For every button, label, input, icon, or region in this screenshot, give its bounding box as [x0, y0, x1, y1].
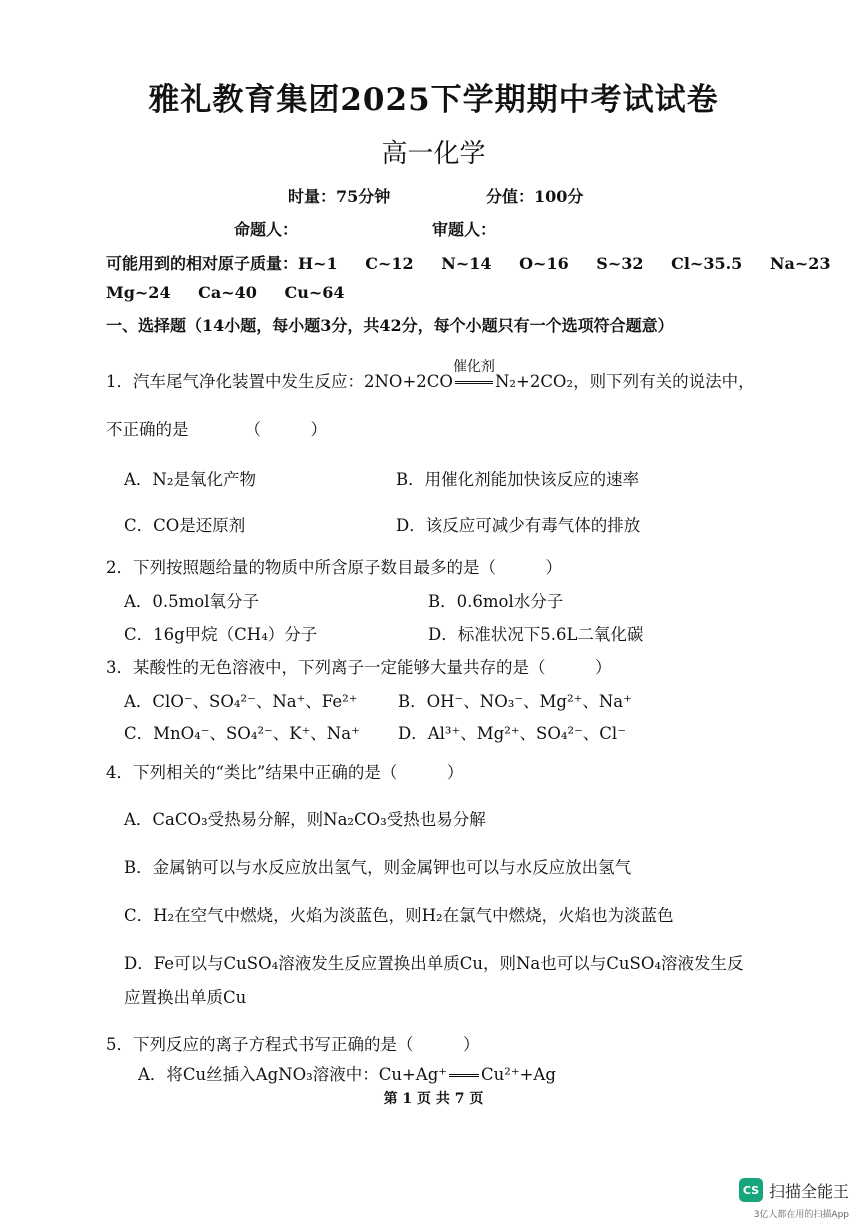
atomic-mass-line-1 — [106, 251, 831, 274]
q1-option-a: A．N₂是氧化产物 — [124, 470, 256, 489]
exam-subject: 高一化学 — [381, 139, 486, 169]
atomic-mass-line-2 — [106, 283, 345, 302]
q3-option-b: B．OH⁻、NO₃⁻、Mg²⁺、Na⁺ — [398, 692, 632, 711]
atomic-mass-item: Ca~40 — [198, 283, 257, 302]
atomic-mass-item: Na~23 — [769, 254, 831, 273]
question-1-line2 — [106, 416, 327, 440]
watermark-name: 扫描全能王 — [768, 1181, 849, 1201]
exam-reviewer: 审题人： — [432, 220, 497, 239]
q1-option-b: B．用催化剂能加快该反应的速率 — [396, 470, 640, 489]
q4-option-c: C．H₂在空气中燃烧，火焰为淡蓝色，则H₂在氯气中燃烧，火焰也为淡蓝色 — [124, 906, 674, 925]
q2-option-c: C．16g甲烷（CH₄）分子 — [124, 625, 318, 644]
q4-option-b: B．金属钠可以与水反应放出氢气，则金属钾也可以与水反应放出氢气 — [124, 858, 632, 877]
atomic-mass-item: Cu~64 — [284, 283, 345, 302]
exam-score: 分值：100分 — [486, 187, 584, 206]
watermark-tagline: 3亿人都在用的扫描App — [753, 1210, 849, 1220]
q2-option-a: A．0.5mol氧分子 — [124, 592, 260, 611]
question-5-stem: 5．下列反应的离子方程式书写正确的是（ ） — [106, 1035, 480, 1054]
atomic-mass-item: C~12 — [365, 254, 414, 273]
camscanner-logo-icon: CS — [739, 1178, 763, 1202]
atomic-mass-item: Cl~35.5 — [671, 254, 743, 273]
q4-option-d-line2: 应置换出单质Cu — [124, 988, 247, 1007]
atomic-mass-item: O~16 — [519, 254, 569, 273]
q5-option-a-left: A．将Cu丝插入AgNO₃溶液中：Cu+Ag⁺ — [138, 1065, 447, 1084]
equals-sign-icon — [455, 381, 493, 384]
atomic-mass-label: 可能用到的相对原子质量： — [106, 254, 299, 273]
q1-eq-left: 2NO+2CO — [364, 372, 453, 391]
atomic-mass-item: N~14 — [441, 254, 492, 273]
q5-option-a-right: Cu²⁺+Ag — [481, 1065, 556, 1084]
question-3-stem: 3．某酸性的无色溶液中，下列离子一定能够大量共存的是（ ） — [106, 658, 612, 677]
exam-time: 时量：75分钟 — [288, 187, 391, 206]
equals-sign-icon — [449, 1074, 479, 1077]
question-1-stem — [106, 359, 755, 392]
atomic-mass-item: Mg~24 — [106, 283, 171, 302]
page-footer: 第 1 页 共 7 页 — [383, 1091, 484, 1107]
q4-option-a: A．CaCO₃受热易分解，则Na₂CO₃受热也易分解 — [124, 810, 486, 829]
exam-title: 雅礼教育集团2025下学期期中考试试卷 — [148, 82, 719, 118]
q1-option-d: D．该反应可减少有毒气体的排放 — [396, 516, 641, 535]
q3-option-d: D．Al³⁺、Mg²⁺、SO₄²⁻、Cl⁻ — [398, 724, 626, 743]
q1-option-c: C．CO是还原剂 — [124, 516, 246, 535]
atomic-mass-item: H~1 — [298, 254, 338, 273]
q2-option-d: D．标准状况下5.6L二氧化碳 — [428, 625, 644, 644]
q3-option-a: A．ClO⁻、SO₄²⁻、Na⁺、Fe²⁺ — [124, 692, 358, 711]
q1-stem-text: 1．汽车尾气净化装置中发生反应： — [106, 372, 364, 391]
q1-eq-right: N₂+2CO₂ — [494, 372, 574, 391]
q5-option-a — [138, 1061, 556, 1085]
q1-stem-end: ，则下列有关的说法中， — [573, 372, 755, 391]
section-heading: 一、选择题（14小题，每小题3分，共42分，每个小题只有一个选项符合题意） — [106, 316, 674, 335]
question-2-stem: 2．下列按照题给量的物质中所含原子数目最多的是（ ） — [106, 558, 562, 577]
q1-catalyst: 催化剂 — [452, 359, 495, 375]
q1-reaction-arrow — [452, 359, 495, 391]
question-4-stem: 4．下列相关的“类比”结果中正确的是（ ） — [106, 763, 464, 782]
q2-option-b: B．0.6mol水分子 — [428, 592, 564, 611]
exam-author: 命题人： — [234, 220, 299, 239]
atomic-mass-item: S~32 — [596, 254, 644, 273]
q1-line2-text: 不正确的是 — [106, 420, 189, 439]
q3-option-c: C．MnO₄⁻、SO₄²⁻、K⁺、Na⁺ — [124, 724, 360, 743]
q4-option-d-line1: D．Fe可以与CuSO₄溶液发生反应置换出单质Cu，则Na也可以与CuSO₄溶液发生反 — [124, 954, 744, 973]
scanner-watermark — [739, 1178, 849, 1202]
q1-answer-paren: （ ） — [244, 420, 327, 439]
